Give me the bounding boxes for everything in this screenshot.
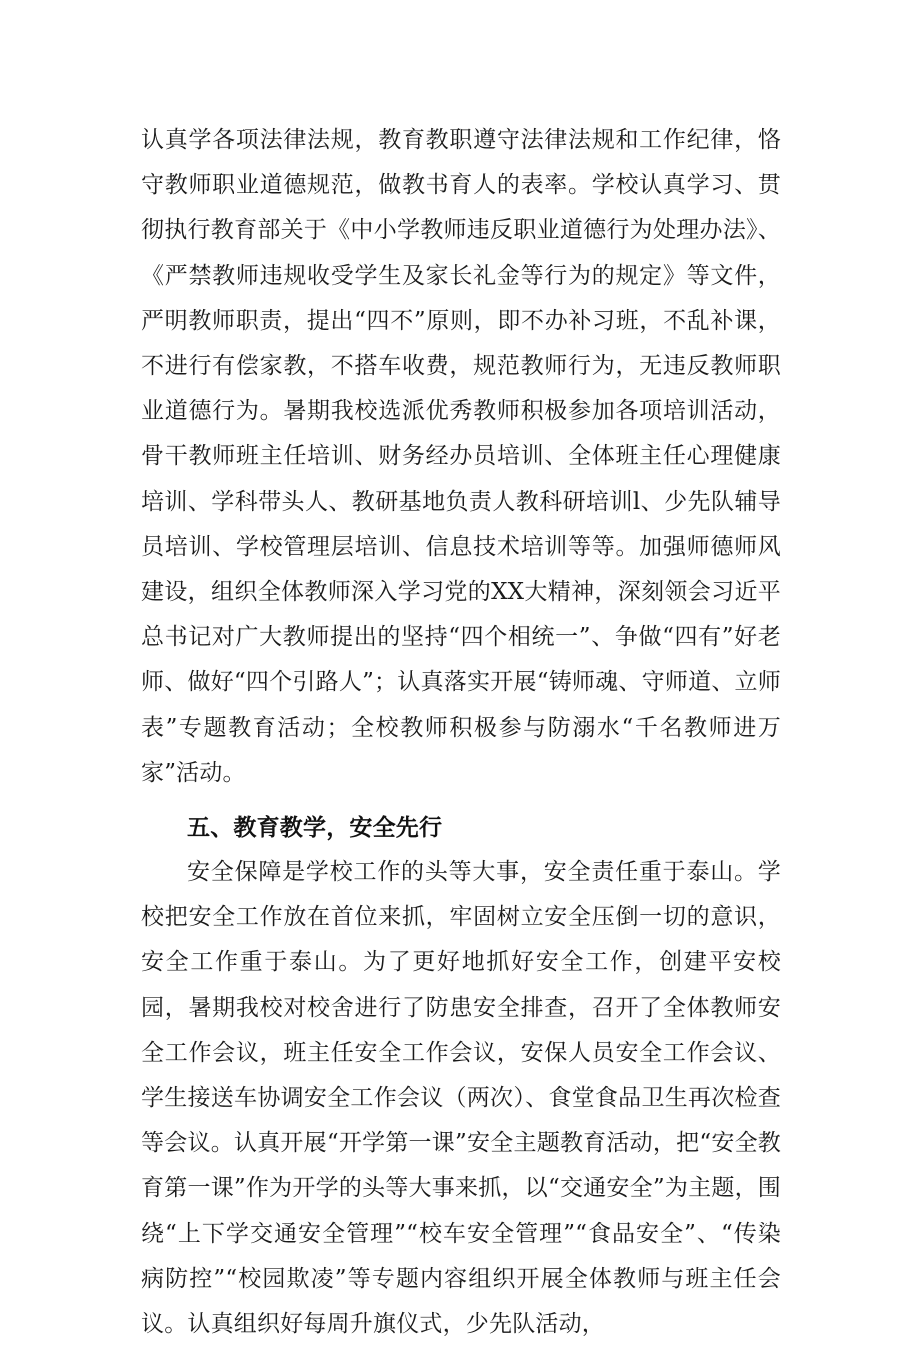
- section-heading-safety: 五、教育教学，安全先行: [187, 815, 443, 842]
- paragraph-teacher-ethics: 认真学各项法律法规，教育教职遵守法律法规和工作纪律，恪守教师职业道德规范，做教书育人的表率。学校认真学习、贯彻执行教育部关于《中小学教师违反职业道德行为处理办法》、《严禁教师违规收受学生及家长礼金等行为的规定》等文件，严明教师职责，提出“四不”原则，即不办补习班，不乱补课，不进行有偿家教，不搭车收费，规范教师行为，无违反教师职业道德行为。暑期我校选派优秀教师积极参加各项培训活动，骨干教师班主任培训、财务经办员培训、全体班主任心理健康培训、学科带头人、教研基地负责人教科研培训l、少先队辅导员培训、学校管理层培训、信息技术培训等等。加强师德师风建设，组织全体教师深入学习党的XX大精神，深刻领会习近平总书记对广大教师提出的坚持“四个相统一”、争做“四有”好老师、做好“四个引路人”；认真落实开展“铸师魂、守师道、立师表”专题教育活动；全校教师积极参与防溺水“千名教师进万家”活动。: [141, 127, 781, 786]
- paragraph-safety-work: 安全保障是学校工作的头等大事，安全责任重于泰山。学校把安全工作放在首位来抓，牢固树立安全压倒一切的意识，安全工作重于泰山。为了更好地抓好安全工作，创建平安校园，暑期我校对校舍进行了防患安全排查，召开了全体教师安全工作会议，班主任安全工作会议，安保人员安全工作会议、学生接送车协调安全工作会议（两次）、食堂食品卫生再次检查等会议。认真开展“开学第一课”安全主题教育活动，把“安全教育第一课”作为开学的头等大事来抓，以“交通安全”为主题，围绕“上下学交通安全管理”“校车安全管理”“食品安全”、“传染病防控”“校园欺凌”等专题内容组织开展全体教师与班主任会议。认真组织好每周升旗仪式，少先队活动，: [141, 859, 781, 1338]
- document-body: [141, 118, 781, 1347]
